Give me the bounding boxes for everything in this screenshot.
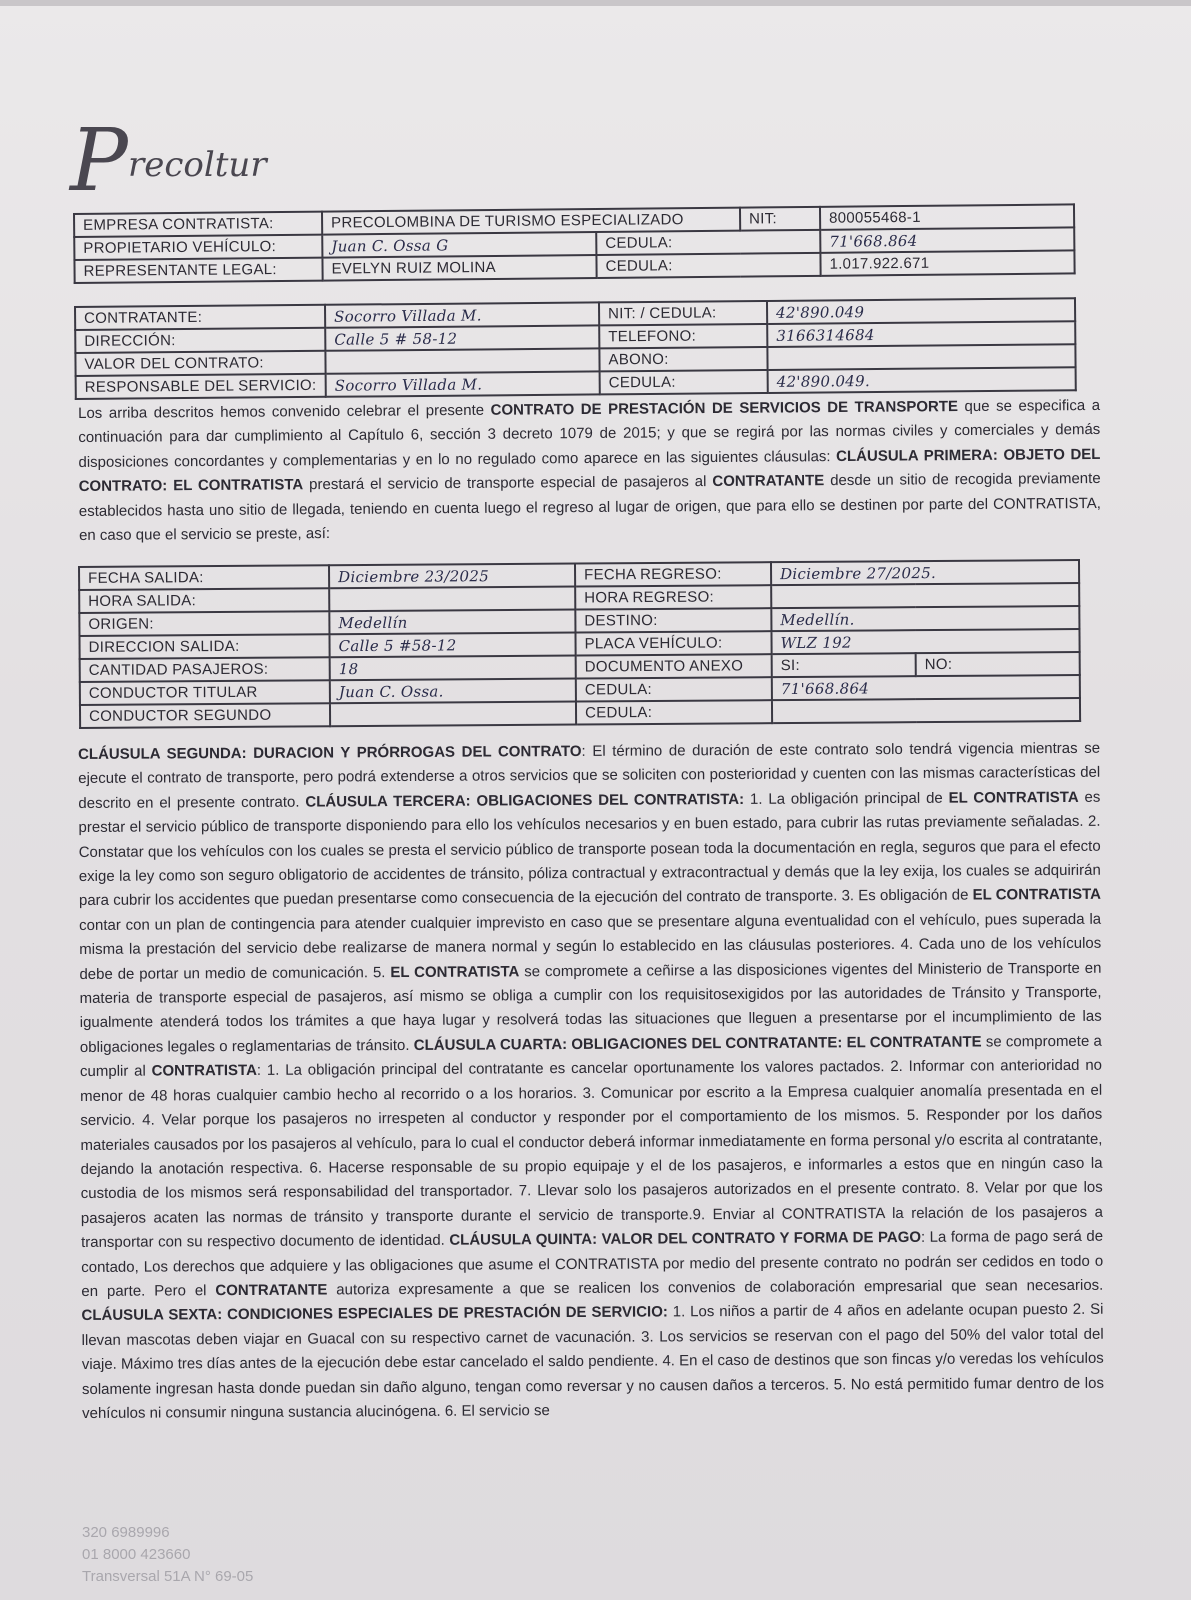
bold-term: CONTRATANTE	[712, 472, 825, 491]
documento-no: NO:	[916, 652, 1080, 676]
direccion-value: Calle 5 # 58-12	[325, 325, 599, 350]
abono-label: ABONO:	[599, 347, 767, 371]
clause-text: 1. Los niños a partir de 4 años en adelante ocupan puesto 2. Si llevan mascotas deben viajar en Guacal con su respectivo carnet de vacunación. 3. Los servicios se reservan con el pago del 50% del valor total del viaje. Máximo tres días antes de la ejecución debe estar cancelado el saldo pendiente. 4. En el caso de destinos que son fincas y/o veredas los vehículos solamente ingresan hasta donde puedan sin daño alguno, tengan como reversar y no causen daños a terceros. 5. No está permitido fumar dentro de los vehículos ni consumir ninguna sustancia alucinógena. 6. El servicio se	[81, 1301, 1104, 1422]
bold-term: EL CONTRATISTA	[948, 788, 1079, 807]
footer	[82, 1522, 253, 1588]
representante-cedula-value: 1.017.922.671	[820, 250, 1074, 275]
hora-regreso-label: HORA REGRESO:	[575, 585, 771, 609]
empresa-label: EMPRESA CONTRATISTA:	[74, 212, 322, 237]
documento-si: SI:	[772, 653, 916, 677]
responsable-value: Socorro Villada M.	[326, 371, 600, 396]
clause-text: es prestar el servicio público de transporte disponiendo para ello los vehículos necesarios y en buen estado, para cubrir las rutas previamente señaladas. 2. Constatar que los vehículos con los cuales se presta el servicio público de transporte posean toda la documentación en regla, seguros que para el efecto exige la ley como son seguro obligatorio de accidentes de tránsito, póliza contractual y extracontractual y demás que la ley exija, los cuales se adquirirán para cubrir los accidentes que puedan presentarse como consecuencia de la ejecución del contrato de transporte. 3. Es obligación de	[78, 788, 1101, 910]
representante-value: EVELYN RUIZ MOLINA	[322, 255, 596, 281]
representante-label: REPRESENTANTE LEGAL:	[74, 258, 322, 283]
direccion-label: DIRECCIÓN:	[75, 328, 325, 353]
propietario-cedula-label: CEDULA:	[596, 230, 820, 255]
clause-text: se compromete a ceñirse a las disposiciones vigentes del Ministerio de Transporte en materia de transporte especial de pasajeros, así mismo se obliga a cumplir con los requisitosexigidos por las autoridades de Tránsito y Transporte, igualmente atenderá todos los trámites a que haya lugar y resolverá todas las situaciones que lleguen a presentarse por el incumplimiento de las obligaciones legales o reglamentarias de tránsito.	[79, 959, 1102, 1056]
cedula1-value: 71'668.864	[772, 675, 1080, 700]
nit-value: 800055468-1	[820, 204, 1074, 229]
empresa-value: PRECOLOMBINA DE TURISMO ESPECIALIZADO	[322, 208, 740, 235]
clause-text: se compromete a cumplir al	[79, 1032, 1102, 1081]
clause-text: : El término de duración de este contrato solo tendrá vigencia mientras se ejecute el contrato de transporte, pero podrá extenderse a otros servicios que se soliciten con posterioridad y cuenten con las mismas características del descrito en el presente contrato.	[78, 739, 1101, 812]
top-edge	[0, 0, 1191, 6]
destino-value: Medellín.	[771, 606, 1079, 631]
documento-label: DOCUMENTO ANEXO	[576, 654, 772, 678]
clause-heading: CLÁUSULA PRIMERA: OBJETO DEL CONTRATO: EL CONTRATISTA	[78, 445, 1101, 496]
conductor-segundo-label: CONDUCTOR SEGUNDO	[80, 703, 330, 728]
placa-value: WLZ 192	[771, 629, 1079, 654]
direccion-salida-value: Calle 5 #58-12	[329, 633, 575, 658]
placa-label: PLACA VEHÍCULO:	[575, 631, 771, 655]
hora-regreso-value	[771, 583, 1079, 608]
conductor-titular-label: CONDUCTOR TITULAR	[80, 680, 330, 705]
bold-term: EL CONTRATISTA	[390, 962, 520, 981]
origen-value: Medellín	[329, 610, 575, 635]
trip-table	[78, 559, 1081, 729]
responsable-label: RESPONSABLE DEL SERVICIO:	[76, 374, 326, 399]
clause-heading: CLÁUSULA SEGUNDA: DURACION Y PRÓRROGAS DEL CONTRATO	[78, 742, 582, 763]
cantidad-value: 18	[330, 656, 576, 681]
fecha-salida-value: Diciembre 23/2025	[329, 564, 575, 589]
intro-text: prestará el servicio de transporte especial de pasajeros al	[303, 473, 713, 494]
telefono-label: TELEFONO:	[599, 324, 767, 348]
responsable-cedula-label: CEDULA:	[600, 370, 768, 394]
responsable-cedula-value: 42'890.049.	[768, 367, 1076, 393]
logo-text: recoltur	[128, 145, 267, 185]
company-logo	[70, 111, 300, 211]
intro-paragraph	[78, 394, 1101, 548]
clause-text: contar con un plan de contingencia para atender cualquier imprevisto en caso que se presentare alguna eventualidad con el vehículo, pues superada la misma la prestación del servicio debe realizarse de manera normal y según lo establecido en las cláusulas posteriores. 4. Cada uno de los vehículos debe de portar un medio de comunicación. 5.	[79, 910, 1102, 983]
contratante-label: CONTRATANTE:	[75, 305, 325, 330]
clause-heading: CLÁUSULA TERCERA: OBLIGACIONES DEL CONTRATISTA:	[305, 790, 745, 811]
footer-phone: 320 6989996	[82, 1524, 170, 1541]
nit-cedula-label: NIT: / CEDULA:	[599, 301, 767, 325]
cedula2-label: CEDULA:	[576, 700, 772, 724]
clauses-paragraph	[78, 737, 1104, 1427]
contract-heading: CONTRATO DE PRESTACIÓN DE SERVICIOS DE TRANSPORTE	[490, 398, 959, 419]
hora-salida-label: HORA SALIDA:	[79, 588, 329, 613]
bold-term: CONTRATISTA	[151, 1062, 257, 1080]
fecha-regreso-value: Diciembre 27/2025.	[771, 560, 1079, 585]
logo-initial: P	[70, 111, 128, 211]
cedula2-value	[772, 698, 1080, 723]
bold-term: CONTRATANTE	[215, 1281, 328, 1300]
conductor-titular-value: Juan C. Ossa.	[330, 679, 576, 704]
hora-salida-value	[329, 587, 575, 612]
clause-text: : 1. La obligación principal del contratante es cancelar oportunamente los valores pactados. 2. Informar con anterioridad no menor de 48 horas cualquier cambio hecho al recorrido o a los horarios. 3. Comunicar por escrito a la Empresa cualquier anomalía presentada en el servicio. 4. Velar porque los pasajeros no irrespeten al conductor y responder por el comportamiento de los mismos. 5. Responder por los daños materiales causados por los pasajeros al vehículo, para lo cual el conductor deberá informar inmediatamente en forma personal y/o escrita al contratante, dejando la anotación respectiva. 6. Hacerse responsable de su propio equipaje y el de los pasajeros, e informarles a estos que en ningún caso la custodia de los mismos será responsabilidad del transportador. 7. Llevar solo los pasajeros autorizados en el presente contrato. 8. Velar por que los pasajeros acaten las normas de tránsito y transporte durante el servicio de transporte.9. Enviar al CONTRATISTA la relación de los pasajeros a transportar con su respectivo documento de identidad.	[80, 1057, 1103, 1252]
cedula1-label: CEDULA:	[576, 677, 772, 701]
intro-text: que se especifica a continuación para dar cumplimiento al Capítulo 6, sección 3 decreto 1079 de 2015; y que se regirá por las normas civiles y comerciales y demás disposiciones concordantes y complementarias y en lo no regulado como aparece en las siguientes cláusulas:	[78, 396, 1101, 471]
clause-text: 1. La obligación principal de	[744, 789, 949, 808]
footer-line: 01 8000 423660	[82, 1546, 191, 1563]
intro-text: desde un sitio de recogida previamente establecidos hasta uno sitio de llegada, teniendo en cuenta luego el regreso al lugar de origen, que para ello se destinen por parte del CONTRATISTA, en caso que el servicio se preste, así:	[78, 470, 1101, 545]
propietario-value: Juan C. Ossa G	[322, 232, 596, 258]
nit-label: NIT:	[740, 207, 820, 231]
company-table	[73, 203, 1076, 284]
valor-value	[325, 348, 599, 373]
direccion-salida-label: DIRECCION SALIDA:	[79, 634, 329, 659]
conductor-segundo-value	[330, 702, 576, 727]
contratante-value: Socorro Villada M.	[325, 302, 599, 327]
clause-heading: CLÁUSULA SEXTA: CONDICIONES ESPECIALES DE PRESTACIÓN DE SERVICIO:	[81, 1303, 668, 1325]
representante-cedula-label: CEDULA:	[596, 253, 820, 278]
abono-value	[767, 344, 1075, 370]
clause-heading: CLÁUSULA CUARTA: OBLIGACIONES DEL CONTRATANTE: EL CONTRATANTE	[413, 1033, 982, 1054]
fecha-regreso-label: FECHA REGRESO:	[575, 562, 771, 586]
nit-cedula-value: 42'890.049	[767, 298, 1075, 324]
client-table	[74, 297, 1077, 400]
clause-text: : La forma de pago será de contado, Los derechos que adquiere y las obligaciones que asume el CONTRATISTA por medio del presente contrato no podrán ser cedidos en todo o en parte. Pero el	[81, 1227, 1104, 1300]
destino-label: DESTINO:	[575, 608, 771, 632]
footer-address: Transversal 51A N° 69-05	[82, 1568, 254, 1585]
propietario-cedula-value: 71'668.864	[820, 227, 1074, 252]
intro-text: Los arriba descritos hemos convenido celebrar el presente	[78, 401, 491, 422]
telefono-value: 3166314684	[767, 321, 1075, 347]
bold-term: EL CONTRATISTA	[972, 886, 1101, 904]
fecha-salida-label: FECHA SALIDA:	[79, 565, 329, 590]
clause-heading: CLÁUSULA QUINTA: VALOR DEL CONTRATO Y FORMA DE PAGO	[449, 1228, 922, 1249]
propietario-label: PROPIETARIO VEHÍCULO:	[74, 235, 322, 260]
cantidad-label: CANTIDAD PASAJEROS:	[80, 657, 330, 682]
origen-label: ORIGEN:	[79, 611, 329, 636]
valor-label: VALOR DEL CONTRATO:	[75, 351, 325, 376]
clause-text: autoriza expresamente a que se realicen los convenios de colaboración empresarial que sean necesarios.	[327, 1276, 1104, 1299]
